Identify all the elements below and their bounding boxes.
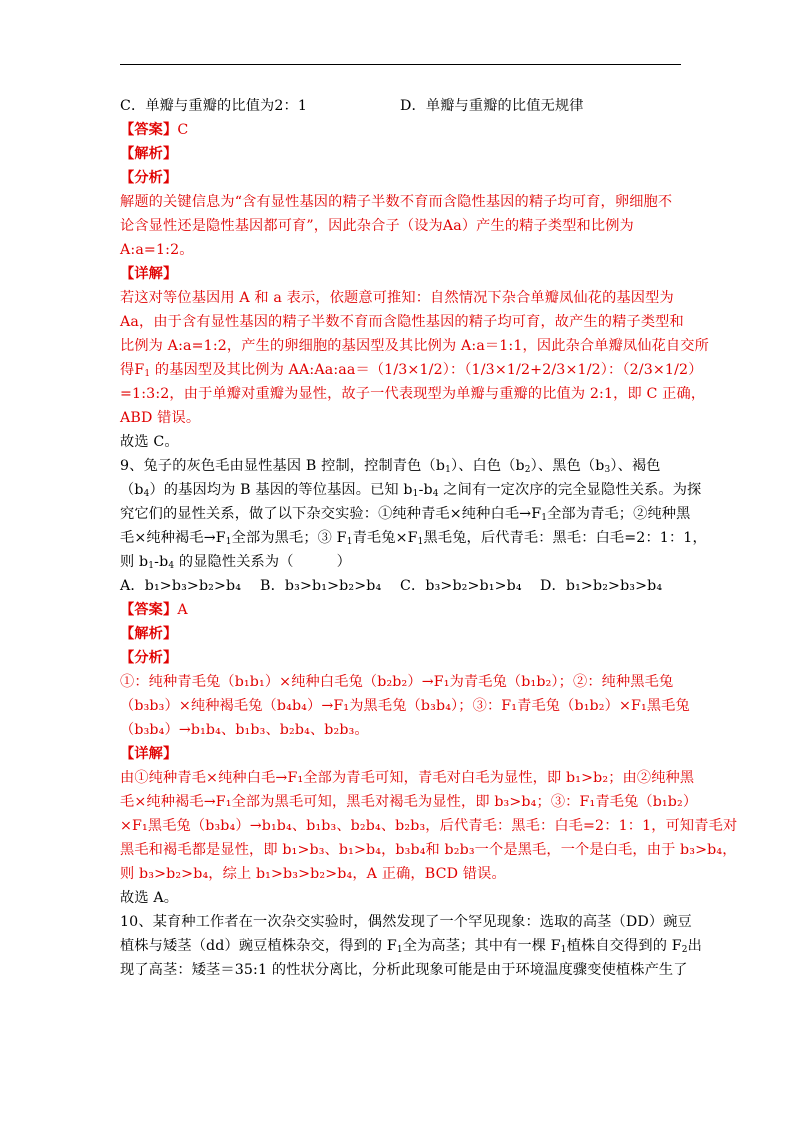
prev-options-row (120, 94, 682, 118)
text-run: 的基因型及其比例为 AA:Aa:aa＝（1/3×1/2）：（1/3×1/2+2/3×1/2）：（2/3×1/2） (150, 362, 703, 378)
text-run: -b (154, 554, 169, 570)
subscript: 1 (144, 369, 151, 379)
text-run: 全为高茎；其中有一棵 F (402, 938, 561, 954)
subscript: 1 (346, 537, 353, 547)
text-run: 植株与矮茎（dd）豌豆植株杂交，得到的 F (120, 938, 397, 954)
text-run: 则 b (120, 554, 149, 570)
prev-xiangjie-line-5: =1:3:2，由于单瓣对重瓣为显性，故子一代表现型为单瓣与重瓣的比值为 2:1，即 C 正确， (120, 386, 706, 402)
text-run: （b (120, 482, 144, 498)
q9-option-d: D．b₁>b₂>b₃>b₄ (540, 578, 663, 594)
text-run: 之间有一定次序的完全显隐性关系。为探 (438, 482, 702, 498)
text-run: 植株自交得到的 F (566, 938, 682, 954)
q9-fenxi-line-2: （b₃b₃）×纯种褐毛兔（b₄b₄）→F₁为黑毛兔（b₃b₄）；③：F₁青毛兔（b₁b₂）×F₁黑毛兔 (120, 698, 690, 714)
subscript: 2 (681, 945, 688, 955)
prev-xiangjie-line-1: 若这对等位基因用 A 和 a 表示，依题意可推知：自然情况下杂合单瓣凤仙花的基因型为 (120, 290, 674, 306)
text-run: ）、褐色 (610, 458, 661, 474)
prev-xiangjie-tag: 【详解】 (120, 266, 178, 282)
subscript: 1 (541, 513, 548, 523)
prev-conclusion: 故选 C。 (120, 434, 179, 450)
prev-fenxi-tag: 【分析】 (120, 170, 178, 186)
text-run: ）的基因均为 B 基因的等位基因。已知 b (149, 482, 413, 498)
subscript: 1 (560, 945, 567, 955)
subscript: 1 (225, 537, 232, 547)
answer-tag: 【答案】 (120, 602, 178, 618)
prev-xiangjie-line-3: 比例为 A:a=1:2，产生的卵细胞的基因型及其比例为 A:a＝1:1，因此杂合单瓣凤仙花自交所 (120, 338, 709, 354)
q9-xiangjie-line-1: 由①纯种青毛×纯种白毛→F₁全部为青毛可知，青毛对白毛为显性，即 b₁>b₂；由②纯种黑 (120, 770, 695, 786)
subscript: 1 (396, 945, 403, 955)
q9-option-c: C．b₃>b₂>b₁>b₄ (400, 578, 522, 594)
answer-value: A (177, 602, 188, 618)
prev-xiangjie-line-2: Aa，由于含有显性基因的精子半数不育而含隐性基因的精子均可育，故产生的精子类型和 (120, 314, 684, 330)
subscript: 4 (143, 489, 150, 499)
text-run: 毛×纯种褐毛→F (120, 530, 226, 546)
q9-xiangjie-line-2: 毛×纯种褐毛→F₁全部为黑毛可知，黑毛对褐毛为显性，即 b₃>b₄；③：F₁青毛兔（b₁b₂） (120, 794, 698, 810)
prev-xiangjie-line-6: ABD 错误。 (120, 410, 201, 426)
q10-line-1: 10、某育种工作者在一次杂交实验时，偶然发现了一个罕见现象：选取的高茎（DD）豌豆 (120, 914, 692, 930)
text-run: ）、白色（b (450, 458, 525, 474)
q9-answer (120, 598, 682, 622)
q9-options-row (120, 574, 682, 598)
subscript: 1 (417, 537, 424, 547)
q9-option-a: A．b₁>b₃>b₂>b₄ (120, 578, 242, 594)
q9-line-1 (120, 454, 682, 478)
text-run: 的显隐性关系为（ ） (174, 554, 351, 570)
subscript: 1 (445, 465, 451, 475)
text-run: ）、黑色（b (530, 458, 605, 474)
header-rule (120, 64, 681, 65)
subscript: 4 (168, 561, 175, 571)
subscript: 2 (524, 465, 531, 475)
q9-fenxi-tag: 【分析】 (120, 650, 178, 666)
option-d: D．单瓣与重瓣的比值无规律 (400, 98, 584, 114)
text-run: 究它们的显性关系，做了以下杂交实验：①纯种青毛×纯种白毛→F (120, 506, 542, 522)
subscript: 3 (604, 465, 611, 475)
q9-xiangjie-line-4: 黑毛和褐毛都是显性，即 b₁>b₃、b₁>b₄，b₃b₄和 b₂b₃一个是黑毛，一个是白毛，由于 b₃>b₄， (120, 842, 737, 858)
q9-line-2 (120, 478, 702, 502)
text-run: -b (418, 482, 433, 498)
prev-fenxi-line-2: 论含显性还是隐性基因都可育”，因此杂合子（设为Aa）产生的精子类型和比例为 (120, 218, 634, 234)
text-run: 得F (120, 362, 145, 378)
document-body (120, 94, 738, 982)
q9-xiangjie-line-3: ×F₁黑毛兔（b₃b₄）→b₁b₄、b₁b₃、b₂b₄、b₂b₃，后代青毛：黑毛：白毛=2：1：1，可知青毛对 (120, 818, 738, 834)
answer-value: C (177, 122, 189, 138)
prev-fenxi-line-3: A:a=1:2。 (120, 242, 194, 258)
q9-jiexi-tag: 【解析】 (120, 626, 178, 642)
text-run: 黑毛兔，后代青毛：黑毛：白毛=2：1：1， (423, 530, 707, 546)
q9-fenxi-line-3: （b₃b₄）→b₁b₄、b₁b₃、b₂b₄、b₂b₃。 (120, 722, 369, 738)
q9-xiangjie-line-5: 则 b₃>b₂>b₄，综上 b₁>b₃>b₂>b₄，A 正确，BCD 错误。 (120, 866, 506, 882)
q9-xiangjie-tag: 【详解】 (120, 746, 178, 762)
q9-option-b: B．b₃>b₁>b₂>b₄ (260, 578, 382, 594)
q10-line-3: 现了高茎：矮茎＝35:1 的性状分离比，分析此现象可能是由于环境温度骤变使植株产生了 (120, 962, 688, 978)
prev-xiangjie-line-4 (120, 358, 703, 382)
q9-line-3 (120, 502, 691, 526)
subscript: 1 (148, 561, 155, 571)
prev-fenxi-line-1: 解题的关键信息为“含有显性基因的精子半数不育而含隐性基因的精子均可育，卵细胞不 (120, 194, 673, 210)
option-c: C．单瓣与重瓣的比值为2：1 (120, 98, 308, 114)
q9-fenxi-line-1: ①：纯种青毛兔（b₁b₁）×纯种白毛兔（b₂b₂）→F₁为青毛兔（b₁b₂）；②：纯种黑毛兔 (120, 674, 674, 690)
text-run: 出 (687, 938, 702, 954)
text-run: 青毛兔×F (352, 530, 418, 546)
q9-line-5 (120, 550, 682, 574)
text-run: 9、兔子的灰色毛由显性基因 B 控制，控制青色（b (120, 458, 446, 474)
prev-answer (120, 118, 682, 142)
q9-line-4 (120, 526, 707, 550)
answer-tag: 【答案】 (120, 122, 178, 138)
text-run: 全部为青毛；②纯种黑 (547, 506, 691, 522)
text-run: 全部为黑毛；③ F (231, 530, 347, 546)
subscript: 4 (432, 489, 439, 499)
subscript: 1 (412, 489, 419, 499)
q10-line-2 (120, 934, 702, 958)
q9-conclusion: 故选 A。 (120, 890, 179, 906)
prev-jiexi-tag: 【解析】 (120, 146, 178, 162)
